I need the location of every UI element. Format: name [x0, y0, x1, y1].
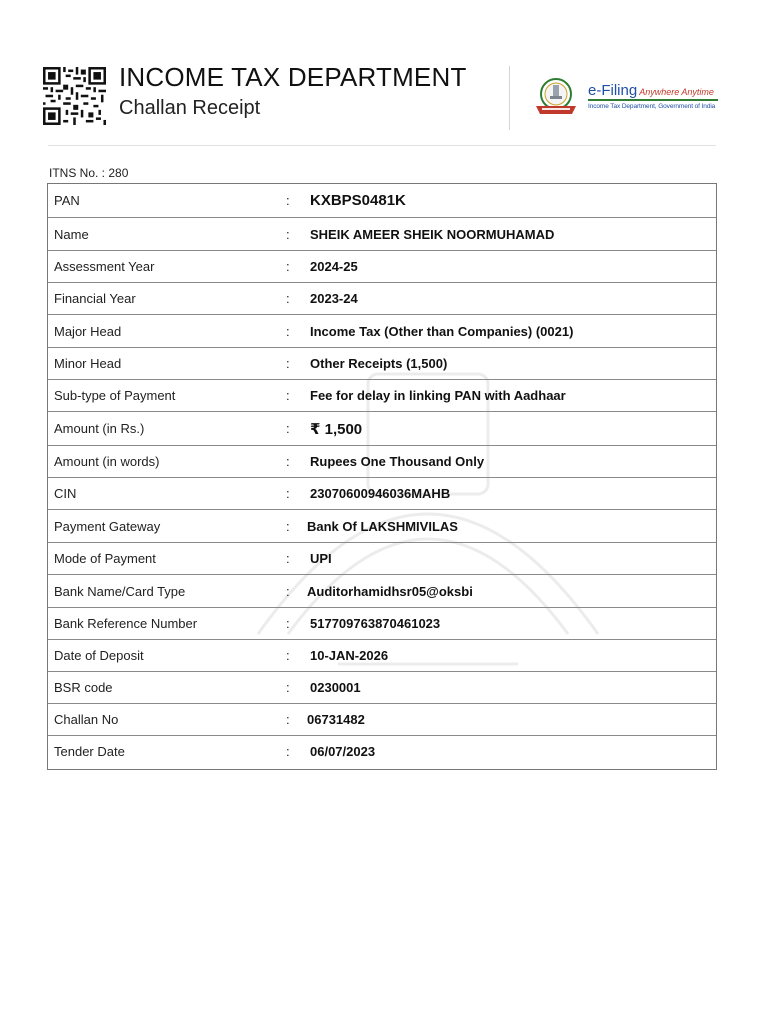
table-row: [48, 184, 716, 218]
table-row: [48, 704, 716, 736]
row-separator: :: [286, 583, 290, 599]
row-label: Sub-type of Payment: [54, 388, 176, 403]
table-row: [48, 380, 716, 412]
row-separator: :: [286, 551, 290, 566]
row-label: Amount (in Rs.): [54, 421, 145, 436]
row-value: 10-JAN-2026: [310, 648, 389, 663]
challan-details-table: [47, 183, 717, 770]
header-divider: [509, 66, 510, 130]
row-value: 06/07/2023: [310, 743, 376, 759]
row-label: Minor Head: [54, 356, 122, 371]
row-label: Date of Deposit: [54, 648, 144, 663]
efiling-brand-name: e-Filing: [588, 82, 638, 99]
table-row: [48, 478, 716, 510]
row-value: Income Tax (Other than Companies) (0021): [310, 323, 574, 339]
row-separator: :: [286, 518, 290, 534]
table-row: [48, 608, 716, 640]
row-separator: :: [286, 712, 290, 727]
row-value: Auditorhamidhsr05@oksbi: [307, 583, 473, 599]
row-value: Other Receipts (1,500): [310, 356, 448, 371]
row-separator: :: [286, 193, 290, 208]
row-value: 23070600946036MAHB: [310, 486, 451, 501]
department-title: INCOME TAX DEPARTMENT: [119, 62, 467, 92]
table-row: [48, 251, 716, 283]
row-value: ₹ 1,500: [310, 420, 363, 438]
table-row: [48, 672, 716, 704]
itns-number: ITNS No. : 280: [49, 166, 129, 180]
row-separator: :: [286, 680, 290, 695]
receipt-header: [0, 0, 768, 146]
row-label: Major Head: [54, 323, 122, 339]
table-row: [48, 218, 716, 251]
row-separator: :: [286, 259, 290, 274]
row-label: Name: [54, 226, 89, 242]
row-separator: :: [286, 454, 290, 469]
row-value: 06731482: [307, 712, 365, 727]
table-row: [48, 348, 716, 380]
row-value: UPI: [310, 551, 332, 566]
table-row: [48, 575, 716, 608]
table-row: [48, 315, 716, 348]
efiling-tagline: Anywhere Anytime: [639, 87, 714, 97]
row-separator: :: [286, 323, 290, 339]
row-separator: :: [286, 388, 290, 403]
national-emblem-icon: [530, 76, 582, 118]
row-label: Tender Date: [54, 743, 125, 759]
row-separator: :: [286, 291, 290, 306]
table-row: [48, 283, 716, 315]
efiling-subtext: Income Tax Department, Government of India: [588, 103, 716, 110]
table-row: [48, 510, 716, 543]
table-row: [48, 640, 716, 672]
row-label: Amount (in words): [54, 454, 160, 469]
row-value: 0230001: [310, 680, 361, 695]
row-separator: :: [286, 356, 290, 371]
row-label: Challan No: [54, 712, 119, 727]
efiling-underline: [588, 99, 718, 101]
table-row: [48, 446, 716, 478]
row-separator: :: [286, 648, 290, 663]
table-row: [48, 412, 716, 446]
row-label: Bank Name/Card Type: [54, 583, 186, 599]
row-value: 2023-24: [310, 291, 358, 306]
header-rule: [48, 145, 716, 146]
row-label: Assessment Year: [54, 259, 155, 274]
row-separator: :: [286, 743, 290, 759]
row-value: Bank Of LAKSHMIVILAS: [307, 518, 458, 534]
row-label: Mode of Payment: [54, 551, 156, 566]
row-value: Rupees One Thousand Only: [310, 454, 485, 469]
row-label: CIN: [54, 486, 77, 501]
row-label: Bank Reference Number: [54, 616, 198, 631]
row-separator: :: [286, 486, 290, 501]
row-value: 517709763870461023: [310, 616, 441, 631]
row-separator: :: [286, 421, 290, 436]
receipt-subtitle: Challan Receipt: [119, 97, 261, 119]
qr-code: [43, 67, 106, 125]
row-label: Payment Gateway: [54, 518, 161, 534]
table-row: [48, 543, 716, 575]
row-value: SHEIK AMEER SHEIK NOORMUHAMAD: [310, 226, 555, 242]
row-separator: :: [286, 616, 290, 631]
row-label: Financial Year: [54, 291, 136, 306]
row-label: BSR code: [54, 680, 113, 695]
row-value: 2024-25: [310, 259, 358, 274]
table-row: [48, 736, 716, 766]
row-value: Fee for delay in linking PAN with Aadhaar: [310, 388, 566, 403]
row-value: KXBPS0481K: [310, 192, 406, 209]
row-label: PAN: [54, 193, 80, 208]
efiling-logo: [588, 82, 714, 100]
row-separator: :: [286, 226, 290, 242]
